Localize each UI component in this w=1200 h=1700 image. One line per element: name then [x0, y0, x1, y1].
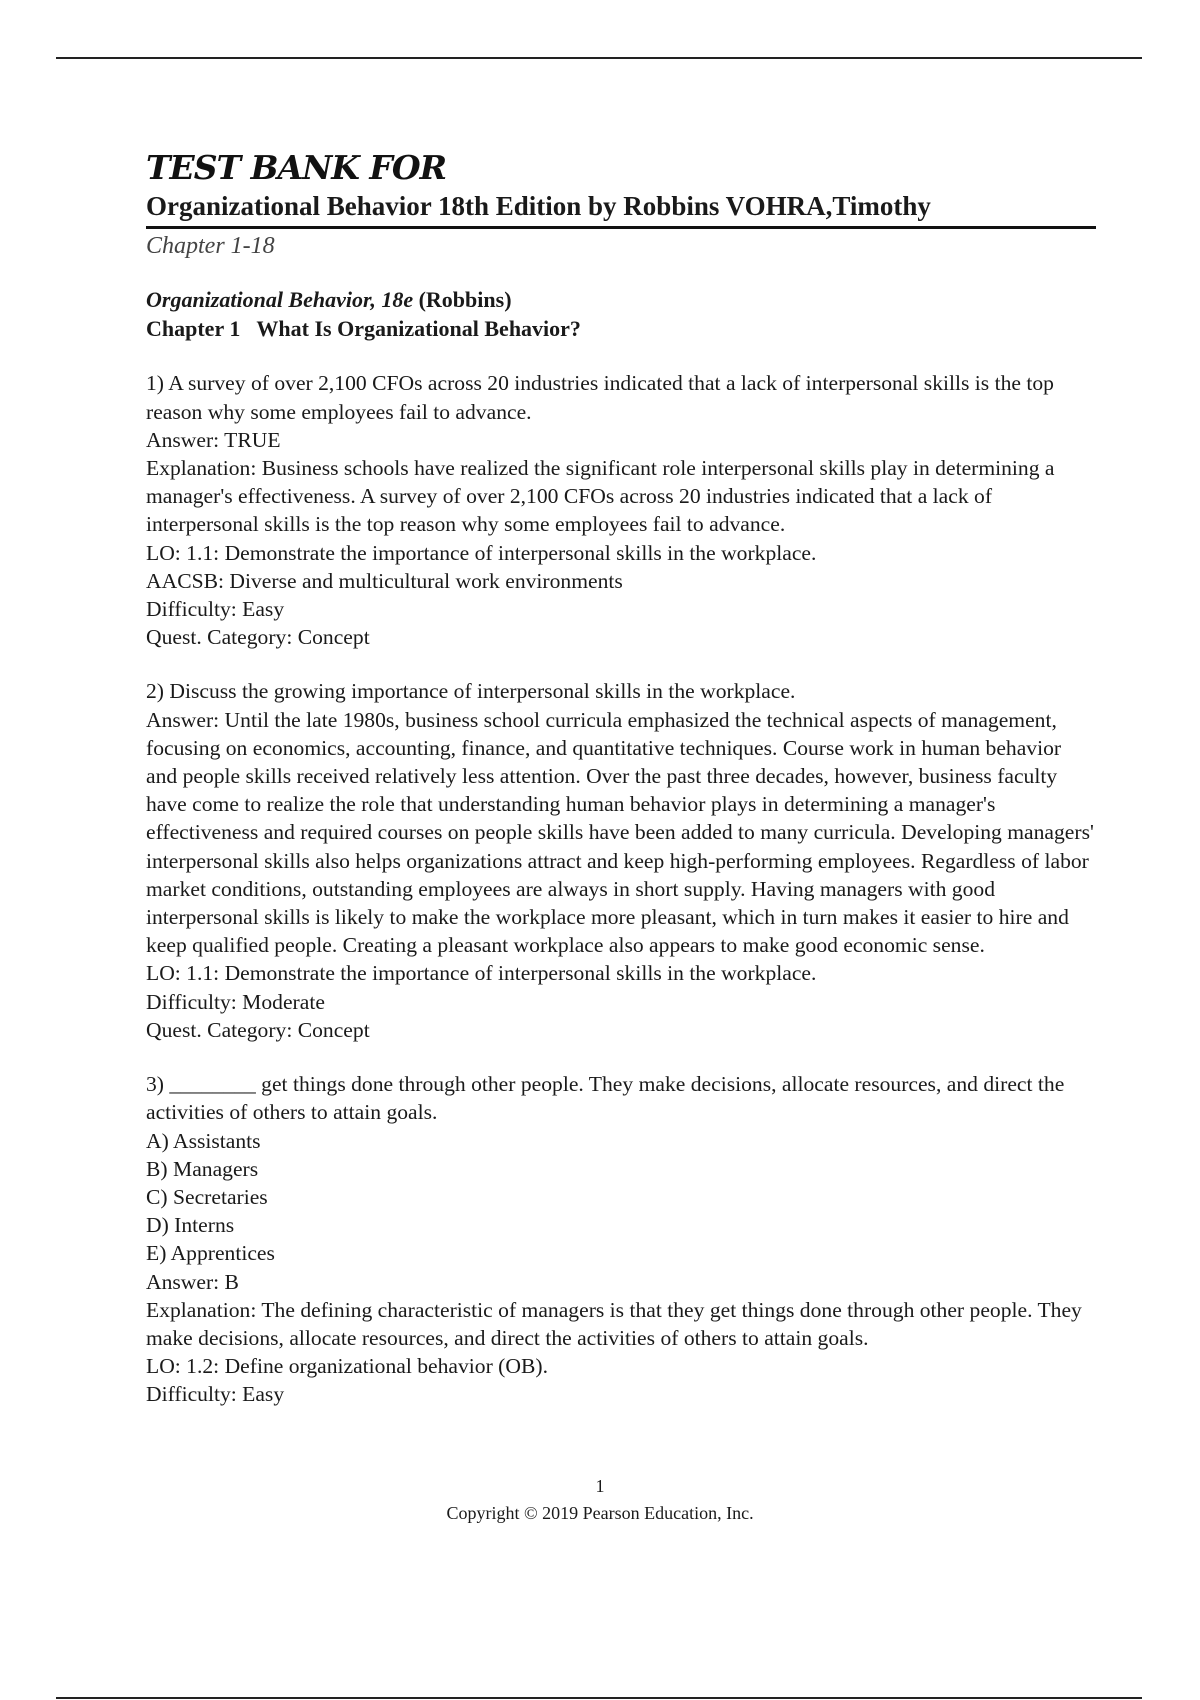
- document-page: [146, 150, 1096, 1409]
- chapter-heading: Chapter 1 What Is Organizational Behavior?: [146, 315, 581, 341]
- question-line: 3) ________ get things done through other people. They make decisions, allocate resources, and direct the activities of others to attain goals.: [146, 1072, 1065, 1125]
- book-line: [146, 286, 1096, 315]
- top-rule: [56, 57, 1142, 59]
- question-line: Difficulty: Moderate: [146, 989, 325, 1014]
- answer-option: C) Secretaries: [146, 1184, 268, 1209]
- question-line: Explanation: Business schools have realized the significant role interpersonal skills play in determining a manager's effectiveness. A survey of over 2,100 CFOs across 20 industries indicated that a lack of interpersonal skills is the top reason why some employees fail to advance.: [146, 456, 1055, 537]
- copyright-notice: Copyright © 2019 Pearson Education, Inc.: [446, 1503, 754, 1523]
- question-line: Answer: TRUE: [146, 427, 281, 452]
- chapter-header: [146, 286, 1096, 343]
- question-line: Difficulty: Easy: [146, 1382, 285, 1407]
- chapter-range: Chapter 1-18: [146, 233, 275, 260]
- book-line-plain: (Robbins): [413, 287, 512, 313]
- answer-option: D) Interns: [146, 1213, 235, 1238]
- question-line: 2) Discuss the growing importance of interpersonal skills in the workplace.: [146, 679, 796, 704]
- question-line: LO: 1.2: Define organizational behavior (OB).: [146, 1354, 548, 1379]
- bottom-rule: [56, 1697, 1142, 1699]
- question-3: [146, 1070, 1096, 1408]
- question-line: Quest. Category: Concept: [146, 1017, 370, 1042]
- question-line: LO: 1.1: Demonstrate the importance of interpersonal skills in the workplace.: [146, 961, 817, 986]
- question-2: [146, 677, 1096, 1044]
- question-line: AACSB: Diverse and multicultural work environments: [146, 568, 623, 593]
- question-line: Explanation: The defining characteristic of managers is that they get things done through other people. They make decisions, allocate resources, and direct the activities of others to attain goals.: [146, 1297, 1082, 1350]
- question-line: Quest. Category: Concept: [146, 625, 370, 650]
- book-title: Organizational Behavior 18th Edition by Robbins VOHRA,Timothy: [146, 190, 1096, 229]
- question-line: Answer: B: [146, 1269, 239, 1294]
- book-line-italic: Organizational Behavior, 18e: [146, 287, 414, 313]
- answer-option: B) Managers: [146, 1156, 259, 1181]
- answer-option: E) Apprentices: [146, 1241, 275, 1266]
- question-1: [146, 369, 1096, 651]
- test-bank-title: TEST BANK FOR: [146, 148, 447, 187]
- question-line: LO: 1.1: Demonstrate the importance of interpersonal skills in the workplace.: [146, 540, 817, 565]
- question-line: 1) A survey of over 2,100 CFOs across 20 industries indicated that a lack of interpersonal skills is the top reason why some employees fail to advance.: [146, 371, 1054, 424]
- page-number: 1: [595, 1476, 605, 1496]
- answer-option: A) Assistants: [146, 1128, 261, 1153]
- question-line: Answer: Until the late 1980s, business school curricula emphasized the technical aspects of management, focusing on economics, accounting, finance, and quantitative techniques. Course work in human behavior and people skills received relatively less attention. Over the past three decades, however, business faculty have come to realize the role that understanding human behavior plays in determining a manager's effectiveness and required courses on people skills have been added to many curricula. Developing managers' interpersonal skills also helps organizations attract and keep high-performing employees. Regardless of labor market conditions, outstanding employees are always in short supply. Having managers with good interpersonal skills is likely to make the workplace more pleasant, which in turn makes it easier to hire and keep qualified people. Creating a pleasant workplace also appears to make good economic sense.: [146, 707, 1094, 958]
- question-line: Difficulty: Easy: [146, 597, 285, 622]
